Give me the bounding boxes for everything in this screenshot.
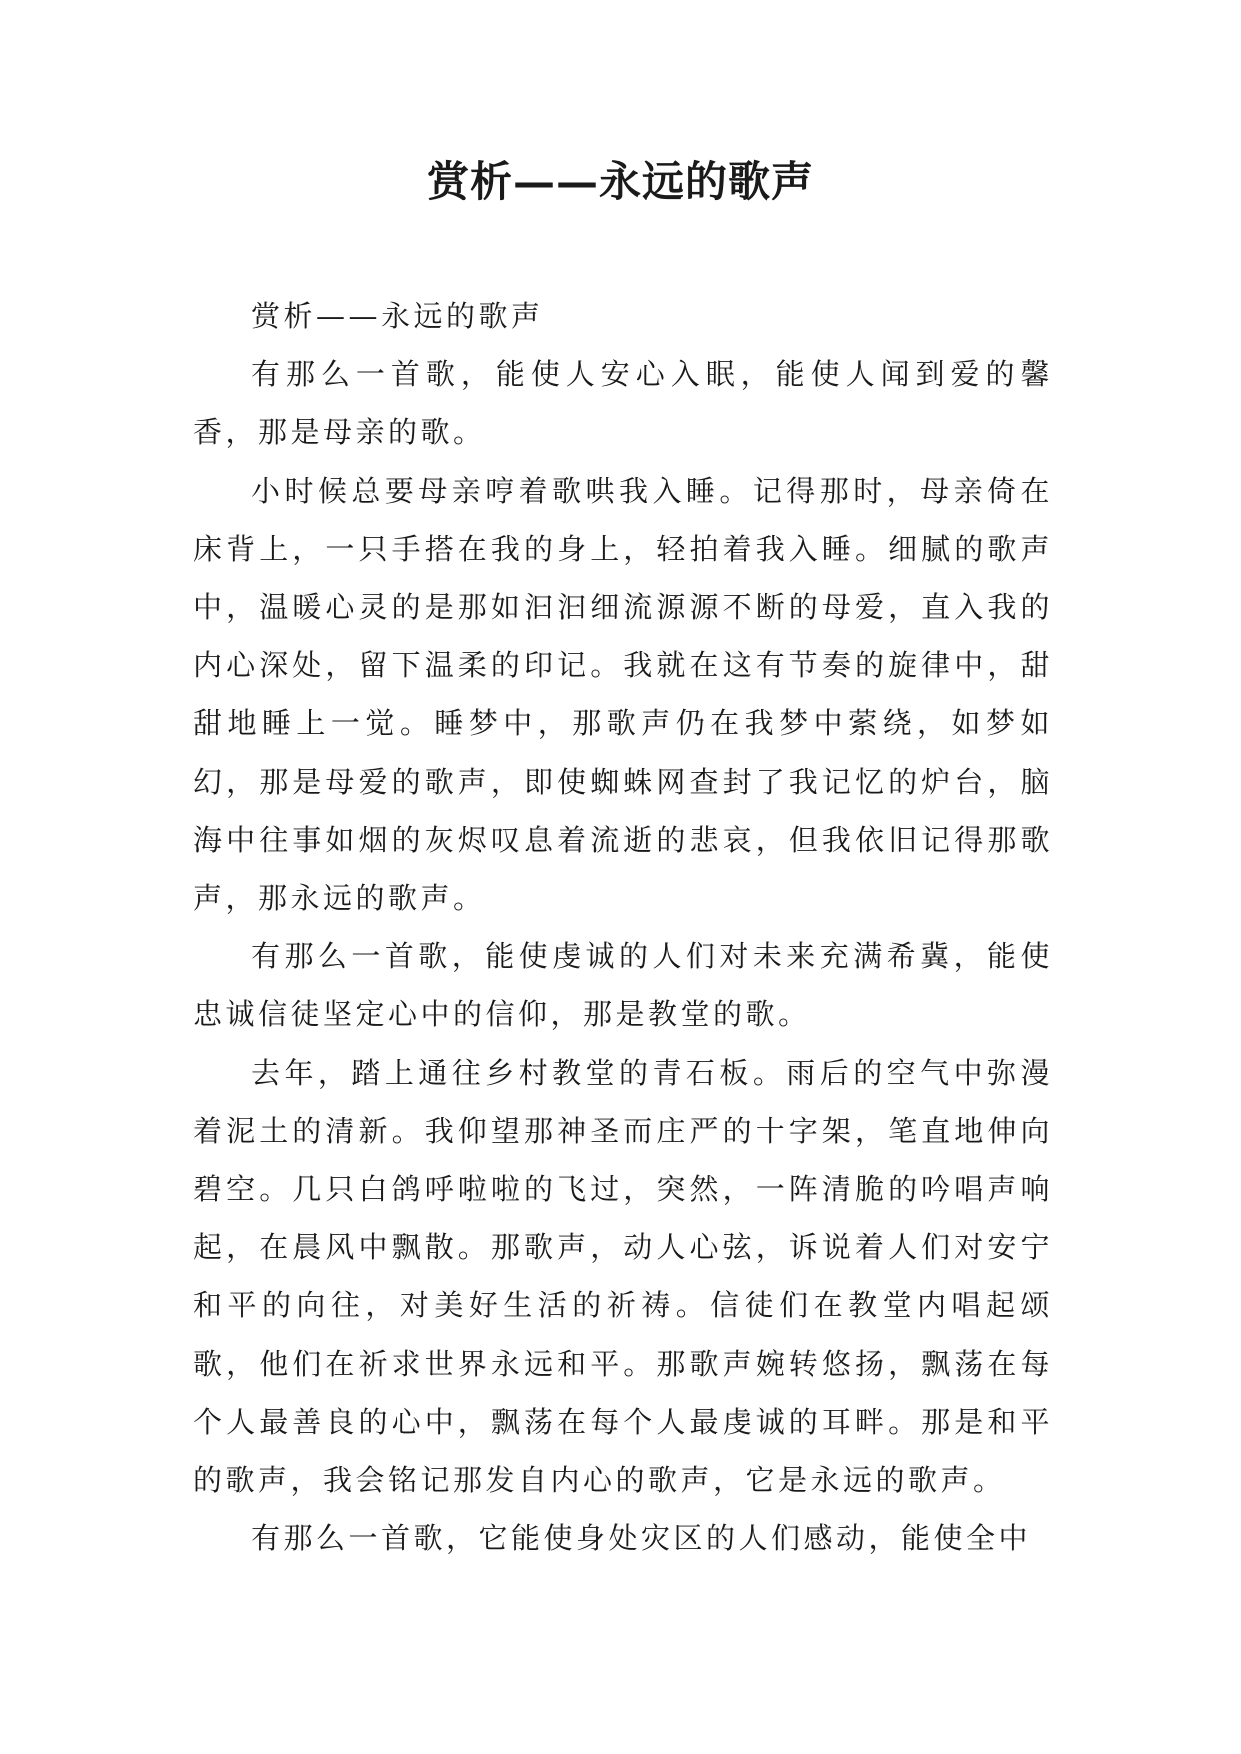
paragraph: 小时候总要母亲哼着歌哄我入睡。记得那时，母亲倚在床背上，一只手搭在我的身上，轻拍着我入睡。细腻的歌声中，温暖心灵的是那如汩汩细流源源不断的母爱，直入我的内心深处，留下温柔的印记。我就在这有节奏的旋律中，甜甜地睡上一觉。睡梦中，那歌声仍在我梦中萦绕，如梦如幻，那是母爱的歌声，即使蜘蛛网查封了我记忆的炉台，脑海中往事如烟的灰烬叹息着流逝的悲哀，但我依旧记得那歌声，那永远的歌声。 bbox=[193, 473, 1053, 916]
paragraph: 赏析——永远的歌声 bbox=[251, 299, 544, 333]
paragraph: 去年，踏上通往乡村教堂的青石板。雨后的空气中弥漫着泥土的清新。我仰望那神圣而庄严的十字架，笔直地伸向碧空。几只白鸽呼啦啦的飞过，突然，一阵清脆的吟唱声响起，在晨风中飘散。那歌声，动人心弦，诉说着人们对安宁和平的向往，对美好生活的祈祷。信徒们在教堂内唱起颂歌，他们在祈求世界永远和平。那歌声婉转悠扬，飘荡在每个人最善良的心中，飘荡在每个人最虔诚的耳畔。那是和平的歌声，我会铭记那发自内心的歌声，它是永远的歌声。 bbox=[193, 1055, 1053, 1498]
document-body bbox=[193, 287, 1053, 1567]
document-title: 赏析——永远的歌声 bbox=[426, 157, 814, 206]
paragraph: 有那么一首歌，能使虔诚的人们对未来充满希冀，能使忠诚信徒坚定心中的信仰，那是教堂的歌。 bbox=[193, 939, 1053, 1032]
paragraph: 有那么一首歌，它能使身处灾区的人们感动，能使全中 bbox=[251, 1521, 1032, 1556]
paragraph: 有那么一首歌，能使人安心入眠，能使人闻到爱的馨香，那是母亲的歌。 bbox=[193, 357, 1053, 450]
